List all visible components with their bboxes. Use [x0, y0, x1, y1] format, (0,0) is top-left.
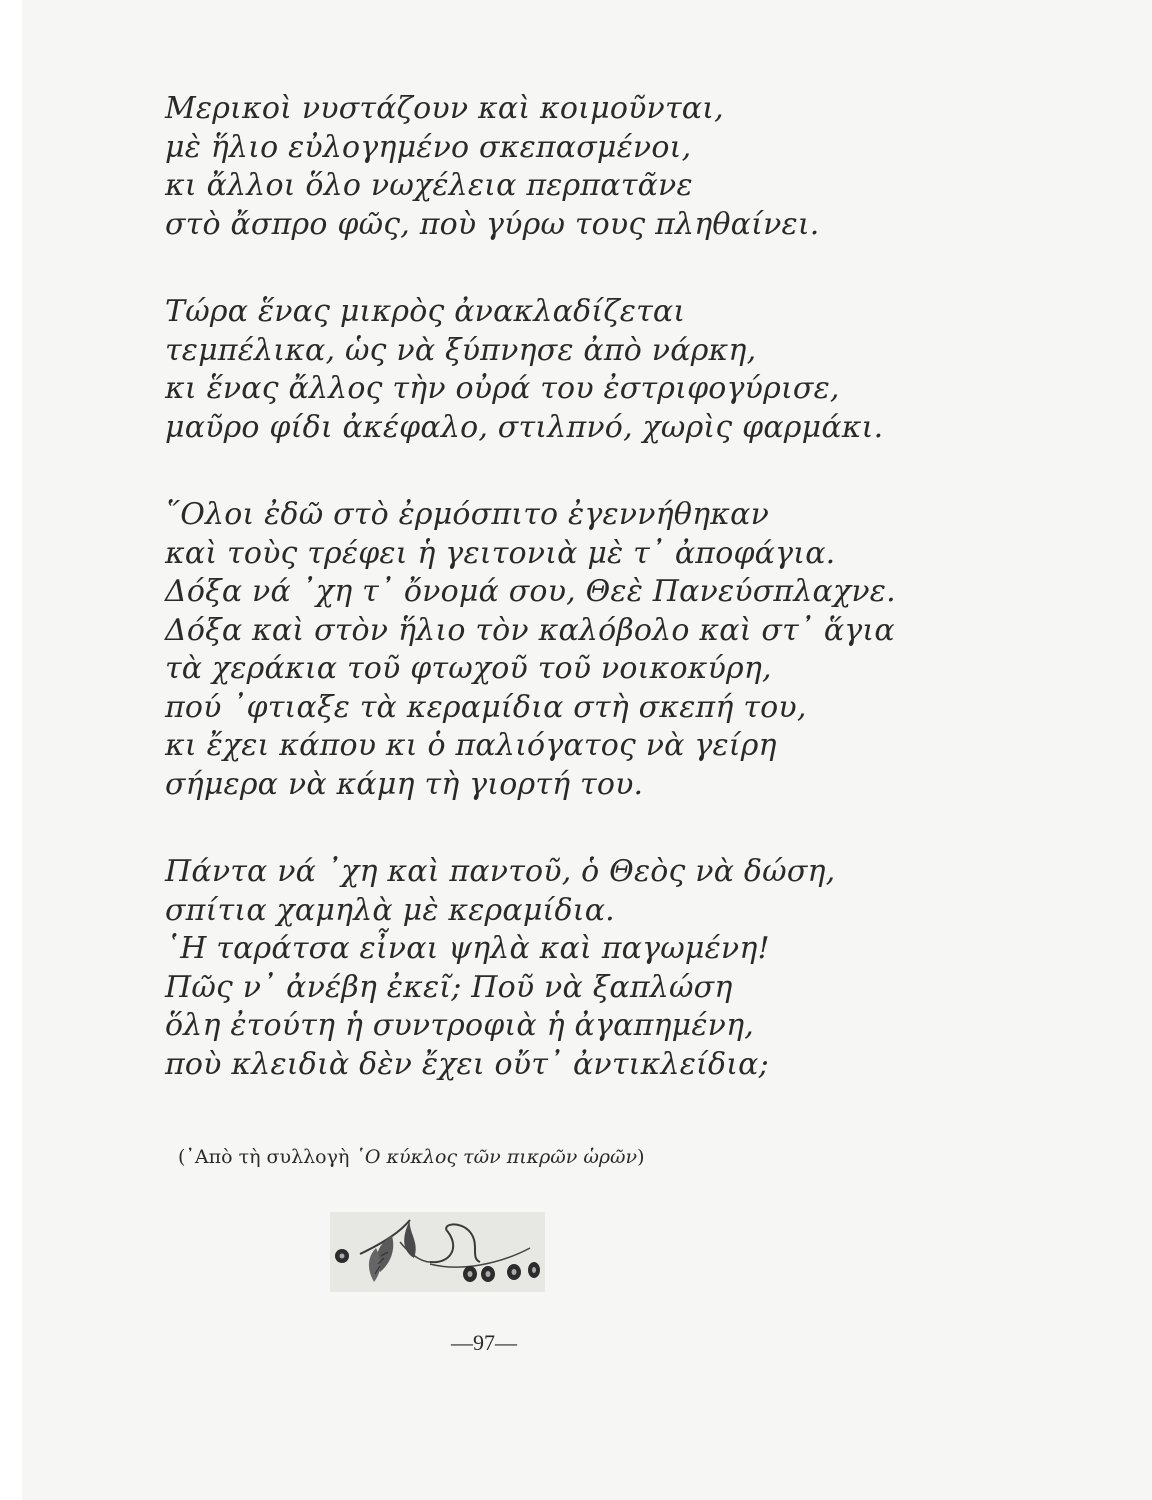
poem-line: ῞Ολοι ἐδῶ στὸ ἐρμόσπιτο ἐγεννήθηκαν [165, 497, 770, 532]
poem-line: Πῶς ν᾽ ἀνέβη ἐκεῖ; Ποῦ νὰ ξαπλώση [165, 969, 733, 1005]
poem-line: ῾Η ταράτσα εἶναι ψηλὰ καὶ παγωμένη! [165, 931, 770, 966]
poem-line: Πάντα νά ᾽χη καὶ παντοῦ, ὁ Θεὸς νὰ δώση, [165, 854, 836, 889]
stanza-4 [165, 853, 1065, 1084]
poem-line: μαῦρο φίδι ἀκέφαλο, στιλπνό, χωρὶς φαρμάκι. [165, 409, 884, 445]
source-lead: ᾿Απὸ τὴ συλλογὴ [185, 1146, 356, 1168]
source-close-paren: ) [637, 1146, 645, 1168]
stanza-3 [165, 496, 1065, 804]
poem [165, 90, 1065, 1133]
poem-line: Μερικοὶ νυστάζουν καὶ κοιμοῦνται, [165, 91, 724, 126]
poem-line: τὰ χεράκια τοῦ φτωχοῦ τοῦ νοικοκύρη, [165, 651, 772, 686]
poem-line: κι ἕνας ἄλλος τὴν οὐρά του ἐστριφογύρισε, [165, 371, 840, 406]
source-collection-title: ῾Ο κύκλος τῶν πικρῶν ὡρῶν [355, 1146, 638, 1168]
page-edge [0, 0, 22, 1500]
source-open-paren: ( [178, 1146, 186, 1168]
leaf-ornament-icon [330, 1212, 545, 1292]
stanza-2 [165, 293, 1065, 447]
poem-line: μὲ ἥλιο εὐλογημένο σκεπασμένοι, [165, 129, 692, 165]
poem-line: στὸ ἄσπρο φῶς, ποὺ γύρω τους πληθαίνει. [165, 206, 820, 242]
poem-line: πού ᾽φτιαξε τὰ κεραμίδια στὴ σκεπή του, [165, 689, 807, 725]
poem-line: σπίτια χαμηλὰ μὲ κεραμίδια. [165, 892, 615, 928]
poem-line: κι ἄλλοι ὅλο νωχέλεια περπατᾶνε [165, 168, 693, 203]
poem-line: Τώρα ἕνας μικρὸς ἀνακλαδίζεται [165, 294, 686, 329]
ornament-vignette [330, 1212, 545, 1292]
source-citation [178, 1146, 645, 1168]
poem-line: τεμπέλικα, ὡς νὰ ξύπνησε ἀπὸ νάρκη, [165, 332, 757, 368]
poem-line: Δόξα νά ᾽χη τ᾽ ὄνομά σου, Θεὲ Πανεύσπλαχνε. [165, 574, 896, 609]
poem-line: ποὺ κλειδιὰ δὲν ἔχει οὔτ᾽ ἀντικλείδια; [165, 1046, 769, 1082]
poem-line: Δόξα καὶ στὸν ἥλιο τὸν καλόβολο καὶ στ᾽ ἅγια [165, 612, 895, 648]
poem-line: καὶ τοὺς τρέφει ἡ γειτονιὰ μὲ τ᾽ ἀποφάγια. [165, 535, 836, 571]
poem-line: ὅλη ἐτούτη ἡ συντροφιὰ ἡ ἀγαπημένη, [165, 1008, 754, 1043]
poem-line: κι ἔχει κάπου κι ὁ παλιόγατος νὰ γείρη [165, 728, 777, 763]
poem-line: σήμερα νὰ κάμη τὴ γιορτή του. [165, 766, 644, 802]
page-number-text: —97— [451, 1330, 517, 1355]
page-number [0, 1330, 1152, 1356]
stanza-1 [165, 90, 1065, 244]
